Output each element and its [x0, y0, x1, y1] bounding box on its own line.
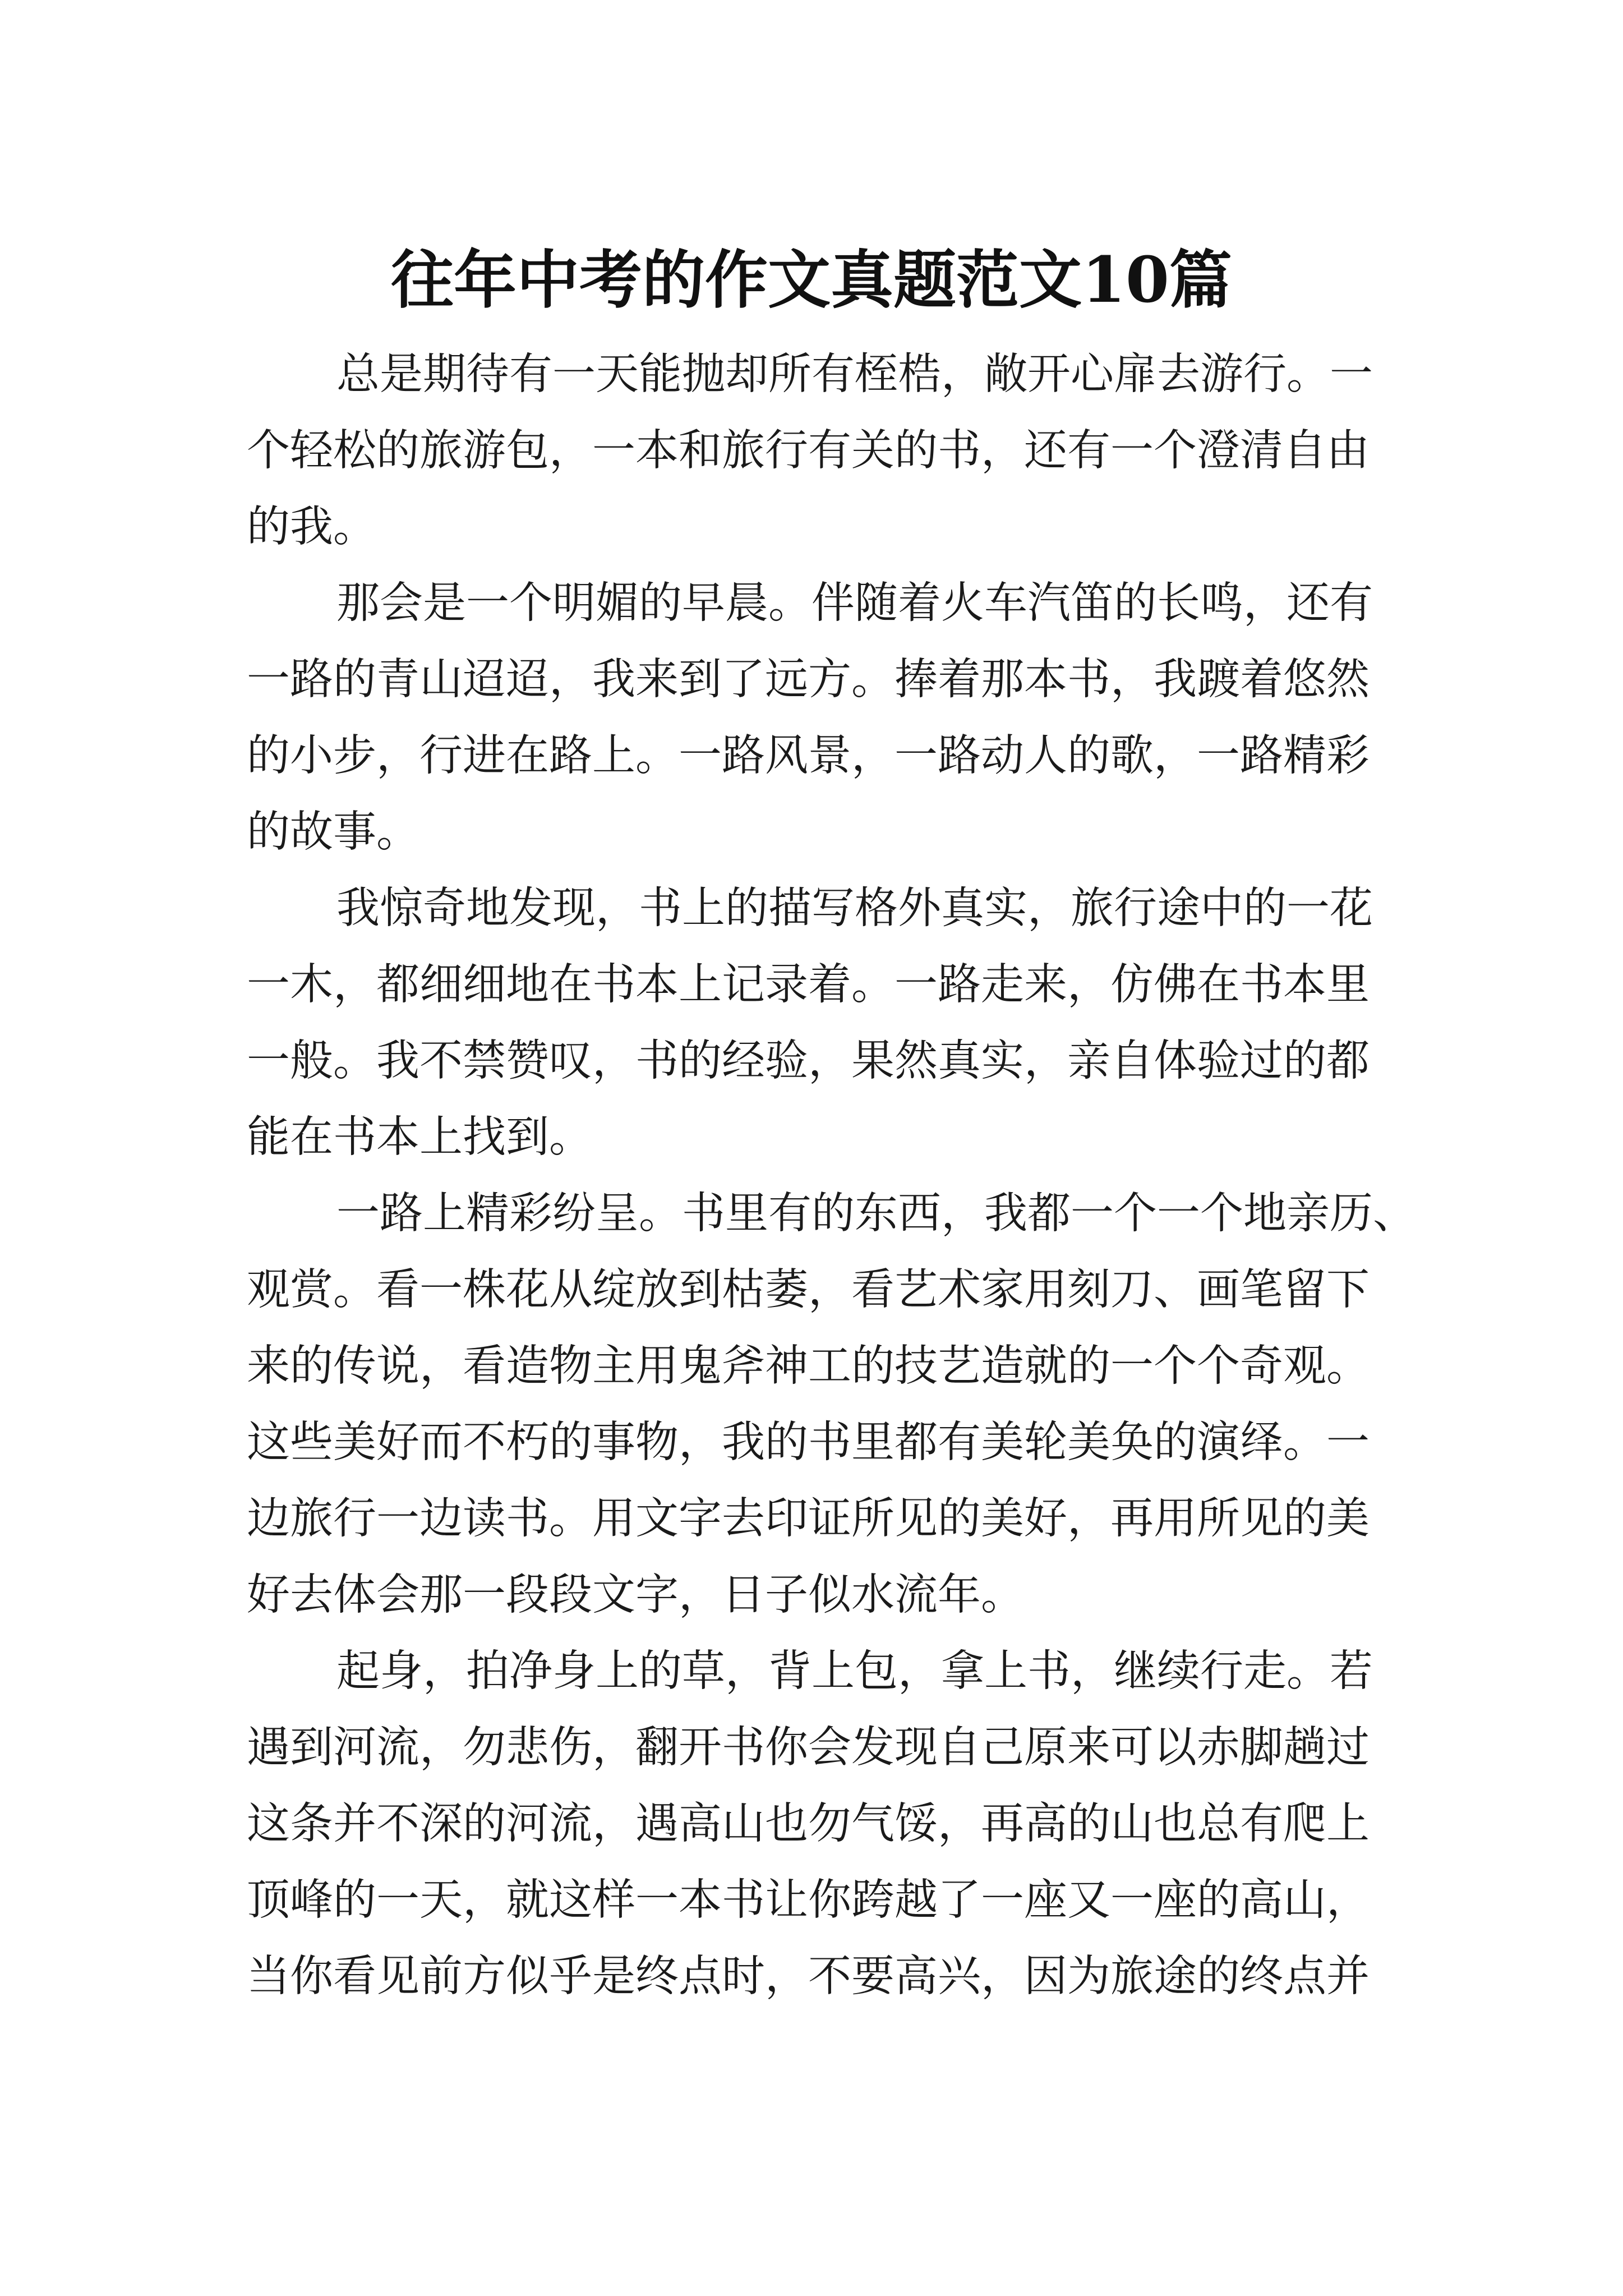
- paragraph-line: 顶峰的一天，就这样一本书让你跨越了一座又一座的高山，: [247, 1875, 1370, 1925]
- paragraph-line: 这条并不深的河流，遇高山也勿气馁，再高的山也总有爬上: [247, 1799, 1370, 1849]
- paragraph-4: [247, 1176, 1416, 1634]
- paragraph-line: 一路的青山迢迢，我来到了远方。捧着那本书，我踱着悠然: [247, 655, 1370, 705]
- paragraph-line: 一木，都细细地在书本上记录着。一路走来，仿佛在书本里: [247, 960, 1370, 1010]
- paragraph-line: 来的传说，看造物主用鬼斧神工的技艺造就的一个个奇观。: [247, 1341, 1370, 1391]
- paragraph-line: 观赏。看一株花从绽放到枯萎，看艺术家用刻刀、画笔留下: [247, 1265, 1370, 1315]
- paragraph-line: 这些美好而不朽的事物，我的书里都有美轮美奂的演绎。一: [247, 1418, 1370, 1467]
- paragraph-line: 起身，拍净身上的草，背上包，拿上书，继续行走。若: [336, 1646, 1373, 1696]
- paragraph-line: 的故事。: [247, 807, 419, 857]
- paragraph-line: 一路上精彩纷呈。书里有的东西，我都一个一个地亲历、: [336, 1189, 1416, 1239]
- paragraph-line: 我惊奇地发现，书上的描写格外真实，旅行途中的一花: [336, 884, 1373, 933]
- paragraph-line: 的小步，行进在路上。一路风景，一路动人的歌，一路精彩: [247, 731, 1370, 781]
- paragraph-3: [247, 871, 1385, 1176]
- paragraph-line: 能在书本上找到。: [247, 1112, 592, 1162]
- paragraph-line: 一般。我不禁赞叹，书的经验，果然真实，亲自体验过的都: [247, 1036, 1370, 1086]
- document-body: [247, 337, 1416, 2015]
- paragraph-line: 总是期待有一天能抛却所有桎梏，敞开心扉去游行。一: [336, 349, 1373, 399]
- document-title: 往年中考的作文真题范文10篇: [391, 243, 1232, 318]
- paragraph-5: [247, 1634, 1385, 2015]
- paragraph-1: [247, 337, 1385, 565]
- paragraph-2: [247, 565, 1385, 871]
- paragraph-line: 的我。: [247, 502, 376, 552]
- paragraph-line: 那会是一个明媚的早晨。伴随着火车汽笛的长鸣，还有: [336, 578, 1373, 628]
- paragraph-line: 当你看见前方似乎是终点时，不要高兴，因为旅途的终点并: [247, 1952, 1370, 2001]
- paragraph-line: 个轻松的旅游包，一本和旅行有关的书，还有一个澄清自由: [247, 426, 1370, 476]
- paragraph-line: 遇到河流，勿悲伤，翻开书你会发现自己原来可以赤脚趟过: [247, 1723, 1370, 1773]
- paragraph-line: 好去体会那一段段文字，日子似水流年。: [247, 1570, 1024, 1620]
- paragraph-line: 边旅行一边读书。用文字去印证所见的美好，再用所见的美: [247, 1494, 1370, 1544]
